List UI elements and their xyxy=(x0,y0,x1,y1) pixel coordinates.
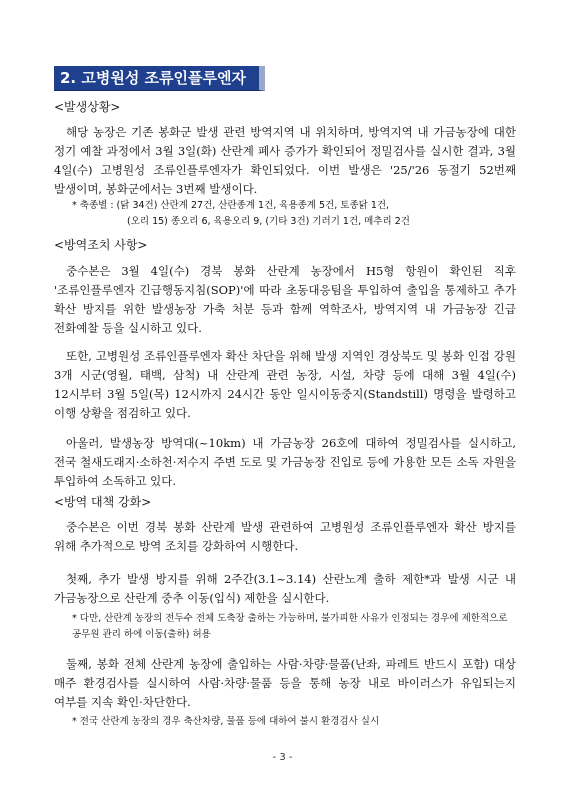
page-number: - 3 - xyxy=(272,752,293,763)
heading-measures: <방역조치 사항> xyxy=(54,238,148,252)
strengthen-paragraph-1: 중수본은 이번 경북 봉화 산란계 발생 관련하여 고병원성 조류인플루엔자 확산 방지를 위해 추가적으로 방역 조치를 강화하여 시행한다. xyxy=(54,520,516,553)
occurrence-paragraph: 해당 농장은 기존 봉화군 발생 관련 방역지역 내 위치하며, 방역지역 내 가금농장에 대한 정기 예찰 과정에서 3월 3일(화) 산란계 폐사 증가가 확인되어 정밀검사를 실시한 결과, 3월 4일(수) 고병원성 조류인플루엔자가 확인되었다. 이번 발생은 '25/'26 동절기 52번째 발생이며, 봉화군에서는 3번째 발생이다. xyxy=(54,125,516,196)
measures-paragraph-2: 또한, 고병원성 조류인플루엔자 확산 차단을 위해 발생 지역인 경상북도 및 봉화 인접 강원 3개 시군(영월, 태백, 삼척) 내 산란계 관련 농장, 시설, 차량 등에 대해 3월 4일(수) 12시부터 3월 5일(목) 12시까지 24시간 동안 일시이동중지(Standstill) 명령을 발령하고 이행 상황을 점검하고 있다. xyxy=(54,349,516,420)
strengthen-paragraph-2: 첫째, 추가 발생 방지를 위해 2주간(3.1~3.14) 산란노계 출하 제한*과 발생 시군 내 가금농장으로 산란계 중추 이동(입식) 제한을 실시한다. xyxy=(54,572,516,605)
occurrence-note-line1: * 축종별 : (닭 34건) 산란계 27건, 산란종계 1건, 육용종계 5건, 토종닭 1건, xyxy=(72,200,390,211)
strengthen-paragraph-3: 둘째, 봉화 전체 산란계 농장에 출입하는 사람·차량·물품(난좌, 파레트 반드시 포함) 대상 매주 환경검사를 실시하여 사람·차량·물품 등을 통해 농장 내로 바이러스가 유입되는지 여부를 지속 확인·차단한다. xyxy=(54,657,516,709)
heading-occurrence: <발생상황> xyxy=(54,100,121,114)
measures-paragraph-1: 중수본은 3월 4일(수) 경북 봉화 산란계 농장에서 H5형 항원이 확인된 직후 '조류인플루엔자 긴급행동지침(SOP)'에 따라 초동대응팀을 투입하여 출입을 통제하고 추가 확산 방지를 위한 발생농장 가축 처분 등과 함께 역학조사, 방역지역 내 가금농장 긴급 전화예찰 등을 실시하고 있다. xyxy=(54,264,516,335)
measures-paragraph-3: 아울러, 발생농장 방역대(~10km) 내 가금농장 26호에 대하여 정밀검사를 실시하고, 전국 철새도래지·소하천·저수지 주변 도로 및 가금농장 진입로 등에 가용한 모든 소독 자원을 투입하여 소독하고 있다. xyxy=(54,436,516,488)
occurrence-note-line2: (오리 15) 종오리 6, 육용오리 9, (기타 3건) 기러기 1건, 메추리 2건 xyxy=(127,216,410,227)
strengthen-note-3: * 전국 산란계 농장의 경우 축산차량, 물품 등에 대하여 불시 환경검사 실시 xyxy=(72,716,380,727)
heading-strengthen: <방역 대책 강화> xyxy=(54,495,152,509)
strengthen-note-2: * 다만, 산란계 농장의 전두수 전체 도축장 출하는 가능하며, 불가피한 사유가 인정되는 경우에 제한적으로 공무원 관리 하에 이동(출하) 허용 xyxy=(72,613,508,640)
section-title: 2. 고병원성 조류인플루엔자 xyxy=(54,66,265,91)
